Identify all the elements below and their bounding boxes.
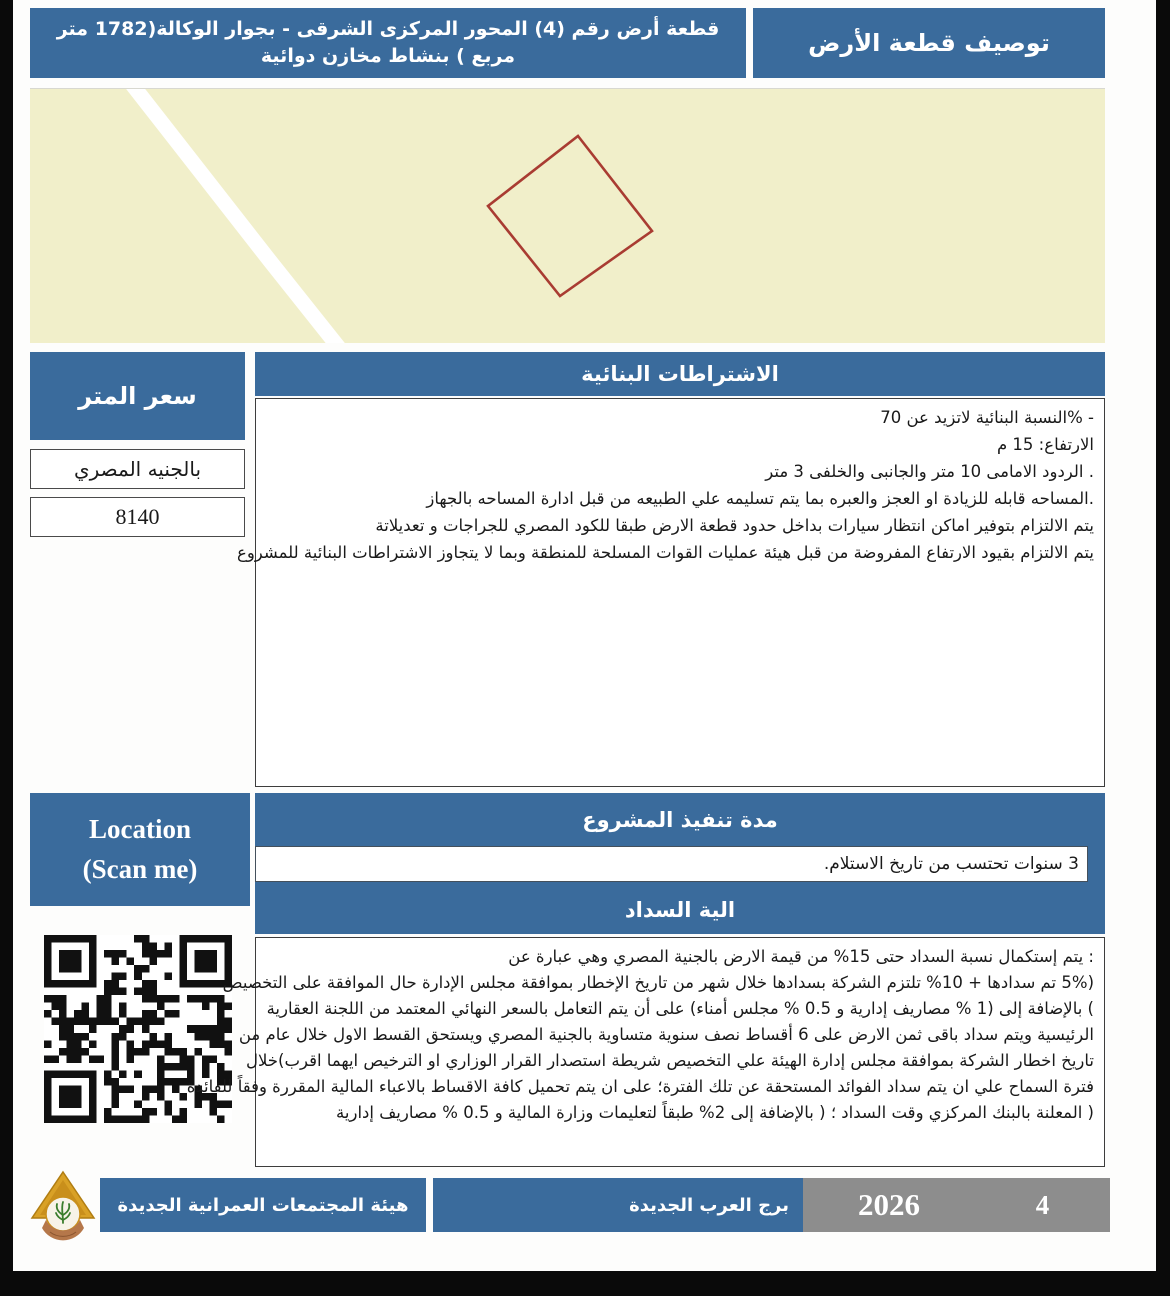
duration-section bbox=[255, 793, 1105, 934]
requirement-line: يتم الالتزام بقيود الارتفاع المفروضة من قبل هيئة عمليات القوات المسلحة للمنطقة وبما لا يتجاوز الاشتراطات البنائية للمشروع bbox=[236, 543, 1094, 562]
doc-title: توصيف قطعة الأرض bbox=[753, 8, 1105, 78]
payment-line: تاريخ اخطار الشركة بموافقة مجلس إدارة الهيئة علي التخصيص شريطة استصدار القرار الوزاري او الترخيص ايهما اقرب)خلال bbox=[245, 1051, 1094, 1070]
payment-line: ) بالإضافة إلى (1 % مصاريف إدارية و 0.5 % مجلس أمناء) على أن يتم التعامل بالسعر النهائي المعتمد من اللجنة العقارية bbox=[266, 999, 1094, 1018]
building-requirements-header: الاشتراطات البنائية bbox=[255, 352, 1105, 396]
scan-edge-bottom bbox=[0, 1271, 1170, 1296]
location-label-line1: Location bbox=[88, 814, 191, 845]
payment-terms-box bbox=[186, 937, 1105, 1167]
price-header: سعر المتر bbox=[30, 352, 245, 440]
payment-header: الية السداد bbox=[624, 897, 736, 922]
building-requirements-box bbox=[236, 398, 1105, 787]
footer-divider bbox=[426, 1178, 433, 1232]
footer-bar bbox=[100, 1178, 803, 1232]
scan-edge-left bbox=[0, 0, 13, 1271]
payment-line: (5% تم سدادها + 10% تلتزم الشركة بسدادها خلال شهر من تاريخ الإخطار بموافقة مجلس الإدارة حال الموافقة على التخصيص bbox=[222, 973, 1094, 992]
duration-value: 3 سنوات تحتسب من تاريخ الاستلام. bbox=[255, 846, 1088, 882]
plot-title: قطعة أرض رقم (4) المحور المركزى الشرقى - بجوار الوكالة(1782 متر مربع ) بنشاط مخازن دوائية bbox=[30, 8, 746, 78]
road-line bbox=[131, 89, 340, 343]
price-currency: بالجنيه المصري bbox=[30, 449, 245, 489]
location-label-line2: (Scan me) bbox=[82, 853, 198, 884]
payment-line: الرئيسية ويتم سداد باقى ثمن الارض على 6 أقساط نصف سنوية متساوية بالجنية المصري ويستحق القسط الاول خلال عام من bbox=[238, 1025, 1094, 1044]
footer-page-number: 4 bbox=[1035, 1189, 1050, 1220]
footer-city: برج العرب الجديدة bbox=[433, 1178, 803, 1232]
nuca-logo bbox=[30, 1170, 96, 1248]
scan-edge-right bbox=[1156, 0, 1170, 1271]
payment-line: : يتم إستكمال نسبة السداد حتى 15% من قيمة الارض بالجنية المصري وهي عبارة عن bbox=[508, 947, 1094, 966]
location-label bbox=[30, 793, 250, 906]
footer-authority: هيئة المجتمعات العمرانية الجديدة bbox=[100, 1178, 426, 1232]
requirement-line: الارتفاع: 15 م bbox=[996, 435, 1094, 454]
plot-outline bbox=[488, 136, 652, 296]
payment-line: فترة السماح علي ان يتم سداد الفوائد المستحقة عن تلك الفترة؛ على ان يتم تحميل كافة الاقساط بالاعباء المالية المقررة وفقاً للفائدة bbox=[186, 1077, 1094, 1096]
footer-meta bbox=[803, 1178, 1110, 1232]
requirement-line: يتم الالتزام بتوفير اماكن انتظار سيارات بداخل حدود قطعة الارض طبقا للكود المصري للجراجات و تعديلاتة bbox=[375, 516, 1094, 535]
site-map bbox=[30, 88, 1105, 343]
requirement-line: . الردود الامامى 10 متر والجانبى والخلفى 3 متر bbox=[765, 462, 1094, 481]
requirement-line: - %النسبة البنائية لاتزيد عن 70 bbox=[880, 408, 1094, 427]
requirement-line: .المساحه قابله للزيادة او العجز والعبره بما يتم تسليمه علي الطبيعه من قبل ادارة المساحه بالجهاز bbox=[426, 489, 1094, 508]
duration-header: مدة تنفيذ المشروع bbox=[582, 807, 778, 832]
payment-line: ( المعلنة بالبنك المركزي وقت السداد ؛ ( بالإضافة إلى 2% طبقاً لتعليمات وزارة المالية و 0.5 % مصاريف إدارية bbox=[336, 1103, 1094, 1122]
price-value: 8140 bbox=[30, 497, 245, 537]
footer-year: 2026 bbox=[858, 1187, 920, 1222]
